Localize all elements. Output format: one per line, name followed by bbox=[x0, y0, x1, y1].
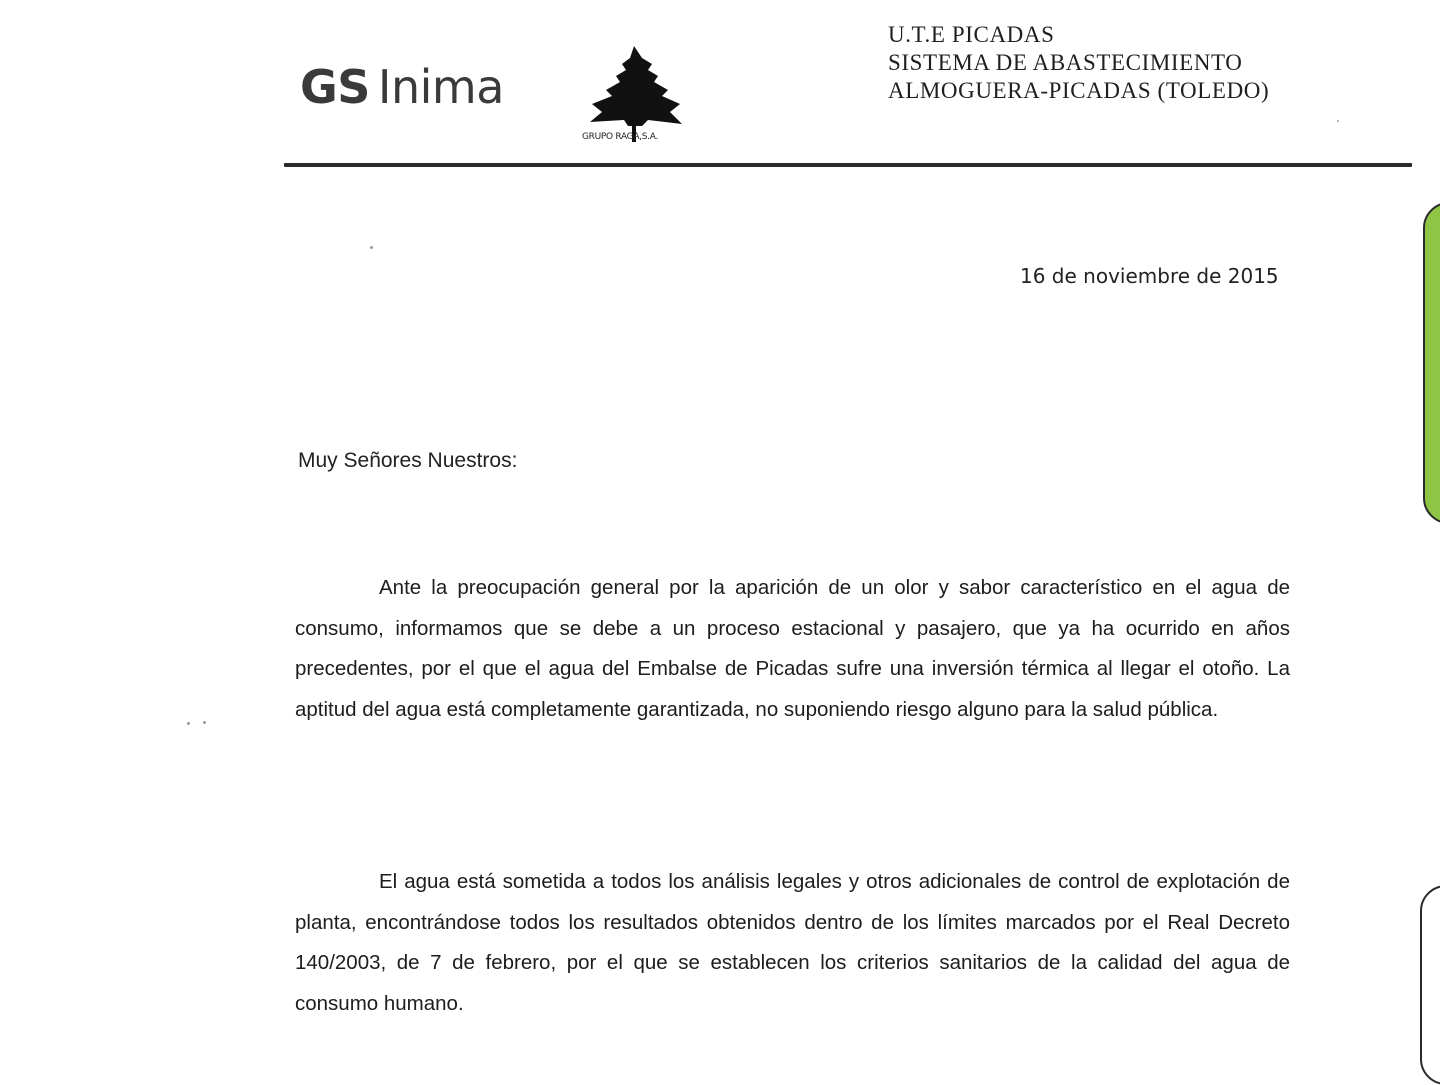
letter-paragraph-2: El agua está sometida a todos los análisis legales y otros adicionales de control de explotación de planta, encontrándose todos los resultados obtenidos dentro de los límites marcados por el Real Decreto 140/2003, de 7 de febrero, por el que se establecen los criterios sanitarios de la calidad del agua de consumo humano. bbox=[295, 870, 1290, 1015]
header-divider bbox=[284, 163, 1412, 167]
tree-logo-text: GRUPO RAGA,S.A. bbox=[582, 132, 658, 142]
letter-date: 16 de noviembre de 2015 bbox=[1020, 264, 1279, 288]
scan-speck bbox=[370, 246, 373, 249]
logo-gs-bold: GS bbox=[300, 60, 370, 114]
logo-gs-light: Inima bbox=[377, 60, 504, 114]
green-side-tab bbox=[1423, 202, 1440, 524]
company-line-1: U.T.E PICADAS bbox=[888, 22, 1055, 47]
company-address-block bbox=[888, 21, 1269, 105]
scan-speck bbox=[1337, 120, 1339, 122]
company-line-3: ALMOGUERA-PICADAS (TOLEDO) bbox=[888, 78, 1270, 103]
gs-inima-logo bbox=[300, 60, 504, 114]
letter-paragraph-1: Ante la preocupación general por la aparición de un olor y sabor característico en el agua de consumo, informamos que se debe a un proceso estacional y pasajero, que ya ha ocurrido en años precedentes, por el que el agua del Embalse de Picadas sufre una inversión térmica al llegar el otoño. La aptitud del agua está completamente garantizada, no suponiendo riesgo alguno para la salud pública. bbox=[295, 576, 1290, 721]
grupo-raga-logo bbox=[578, 42, 698, 150]
letter-salutation: Muy Señores Nuestros: bbox=[298, 449, 518, 472]
scan-speck bbox=[203, 721, 206, 724]
scan-speck bbox=[187, 722, 190, 725]
outline-side-tab bbox=[1420, 885, 1440, 1085]
company-line-2: SISTEMA DE ABASTECIMIENTO bbox=[888, 50, 1243, 75]
